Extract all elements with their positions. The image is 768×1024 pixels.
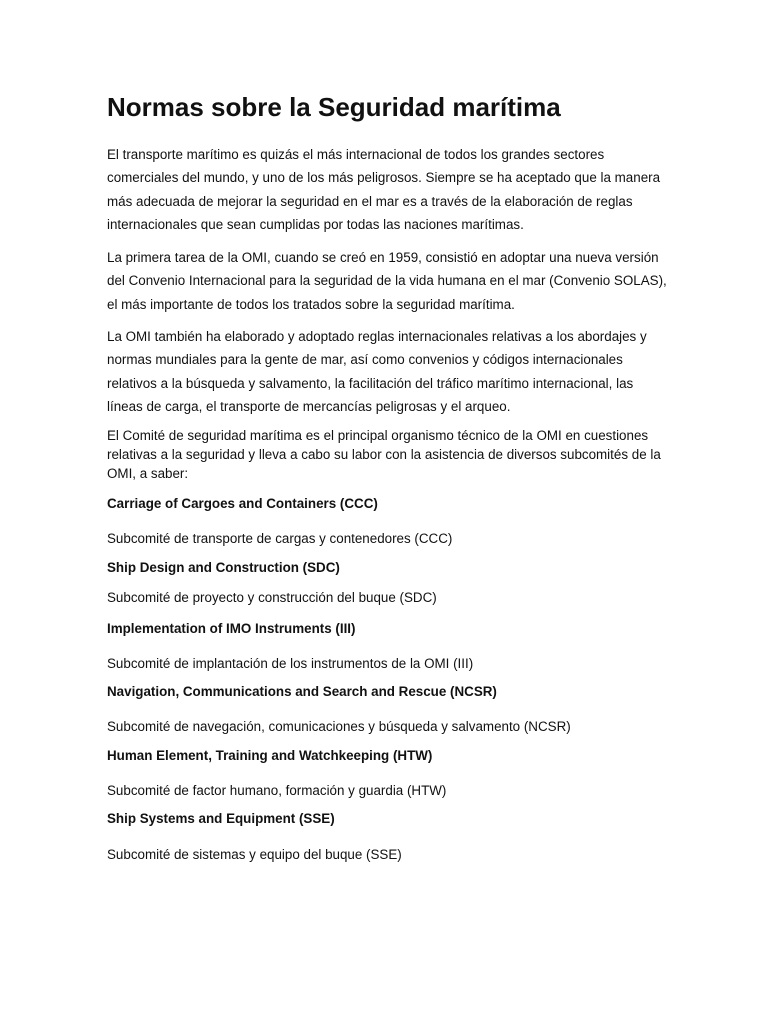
subcommittee-name-en: Human Element, Training and Watchkeeping (HTW): [107, 748, 433, 763]
page-title: Normas sobre la Seguridad marítima: [107, 92, 561, 122]
subcommittee-name-en: Implementation of IMO Instruments (III): [107, 621, 356, 636]
omi-rules-paragraph: La OMI también ha elaborado y adoptado reglas internacionales relativas a los abordajes y normas mundiales para la gente de mar, así como convenios y códigos internacionales relativos a la búsqueda y salvamento, la facilitación del tráfico marítimo internacional, las líneas de carga, el transporte de mercancías peligrosas y el arqueo.: [107, 329, 647, 414]
subcommittee-name-es: Subcomité de proyecto y construcción del buque (SDC): [107, 590, 437, 605]
subcommittee-name-es: Subcomité de transporte de cargas y contenedores (CCC): [107, 531, 453, 546]
subcommittee-name-es: Subcomité de sistemas y equipo del buque (SSE): [107, 847, 402, 862]
subcommittee-name-en: Ship Systems and Equipment (SSE): [107, 811, 335, 826]
subcommittee-name-en: Carriage of Cargoes and Containers (CCC): [107, 496, 378, 511]
subcommittee-name-en: Navigation, Communications and Search and Rescue (NCSR): [107, 684, 497, 699]
committee-paragraph: El Comité de seguridad marítima es el principal organismo técnico de la OMI en cuestiones relativas a la seguridad y lleva a cabo su labor con la asistencia de diversos subcomités de la OMI, a saber:: [107, 428, 661, 481]
omi-first-task-paragraph: La primera tarea de la OMI, cuando se creó en 1959, consistió en adoptar una nueva versión del Convenio Internacional para la seguridad de la vida humana en el mar (Convenio SOLAS), el más importante de todos los tratados sobre la seguridad marítima.: [107, 250, 667, 312]
subcommittee-name-en: Ship Design and Construction (SDC): [107, 560, 340, 575]
intro-paragraph: El transporte marítimo es quizás el más internacional de todos los grandes sectores comerciales del mundo, y uno de los más peligrosos. Siempre se ha aceptado que la manera más adecuada de mejorar la seguridad en el mar es a través de la elaboración de reglas internacionales que sean cumplidas por todas las naciones marítimas.: [107, 147, 661, 232]
subcommittee-name-es: Subcomité de implantación de los instrumentos de la OMI (III): [107, 656, 474, 671]
subcommittee-name-es: Subcomité de navegación, comunicaciones y búsqueda y salvamento (NCSR): [107, 719, 571, 734]
subcommittee-name-es: Subcomité de factor humano, formación y guardia (HTW): [107, 783, 447, 798]
